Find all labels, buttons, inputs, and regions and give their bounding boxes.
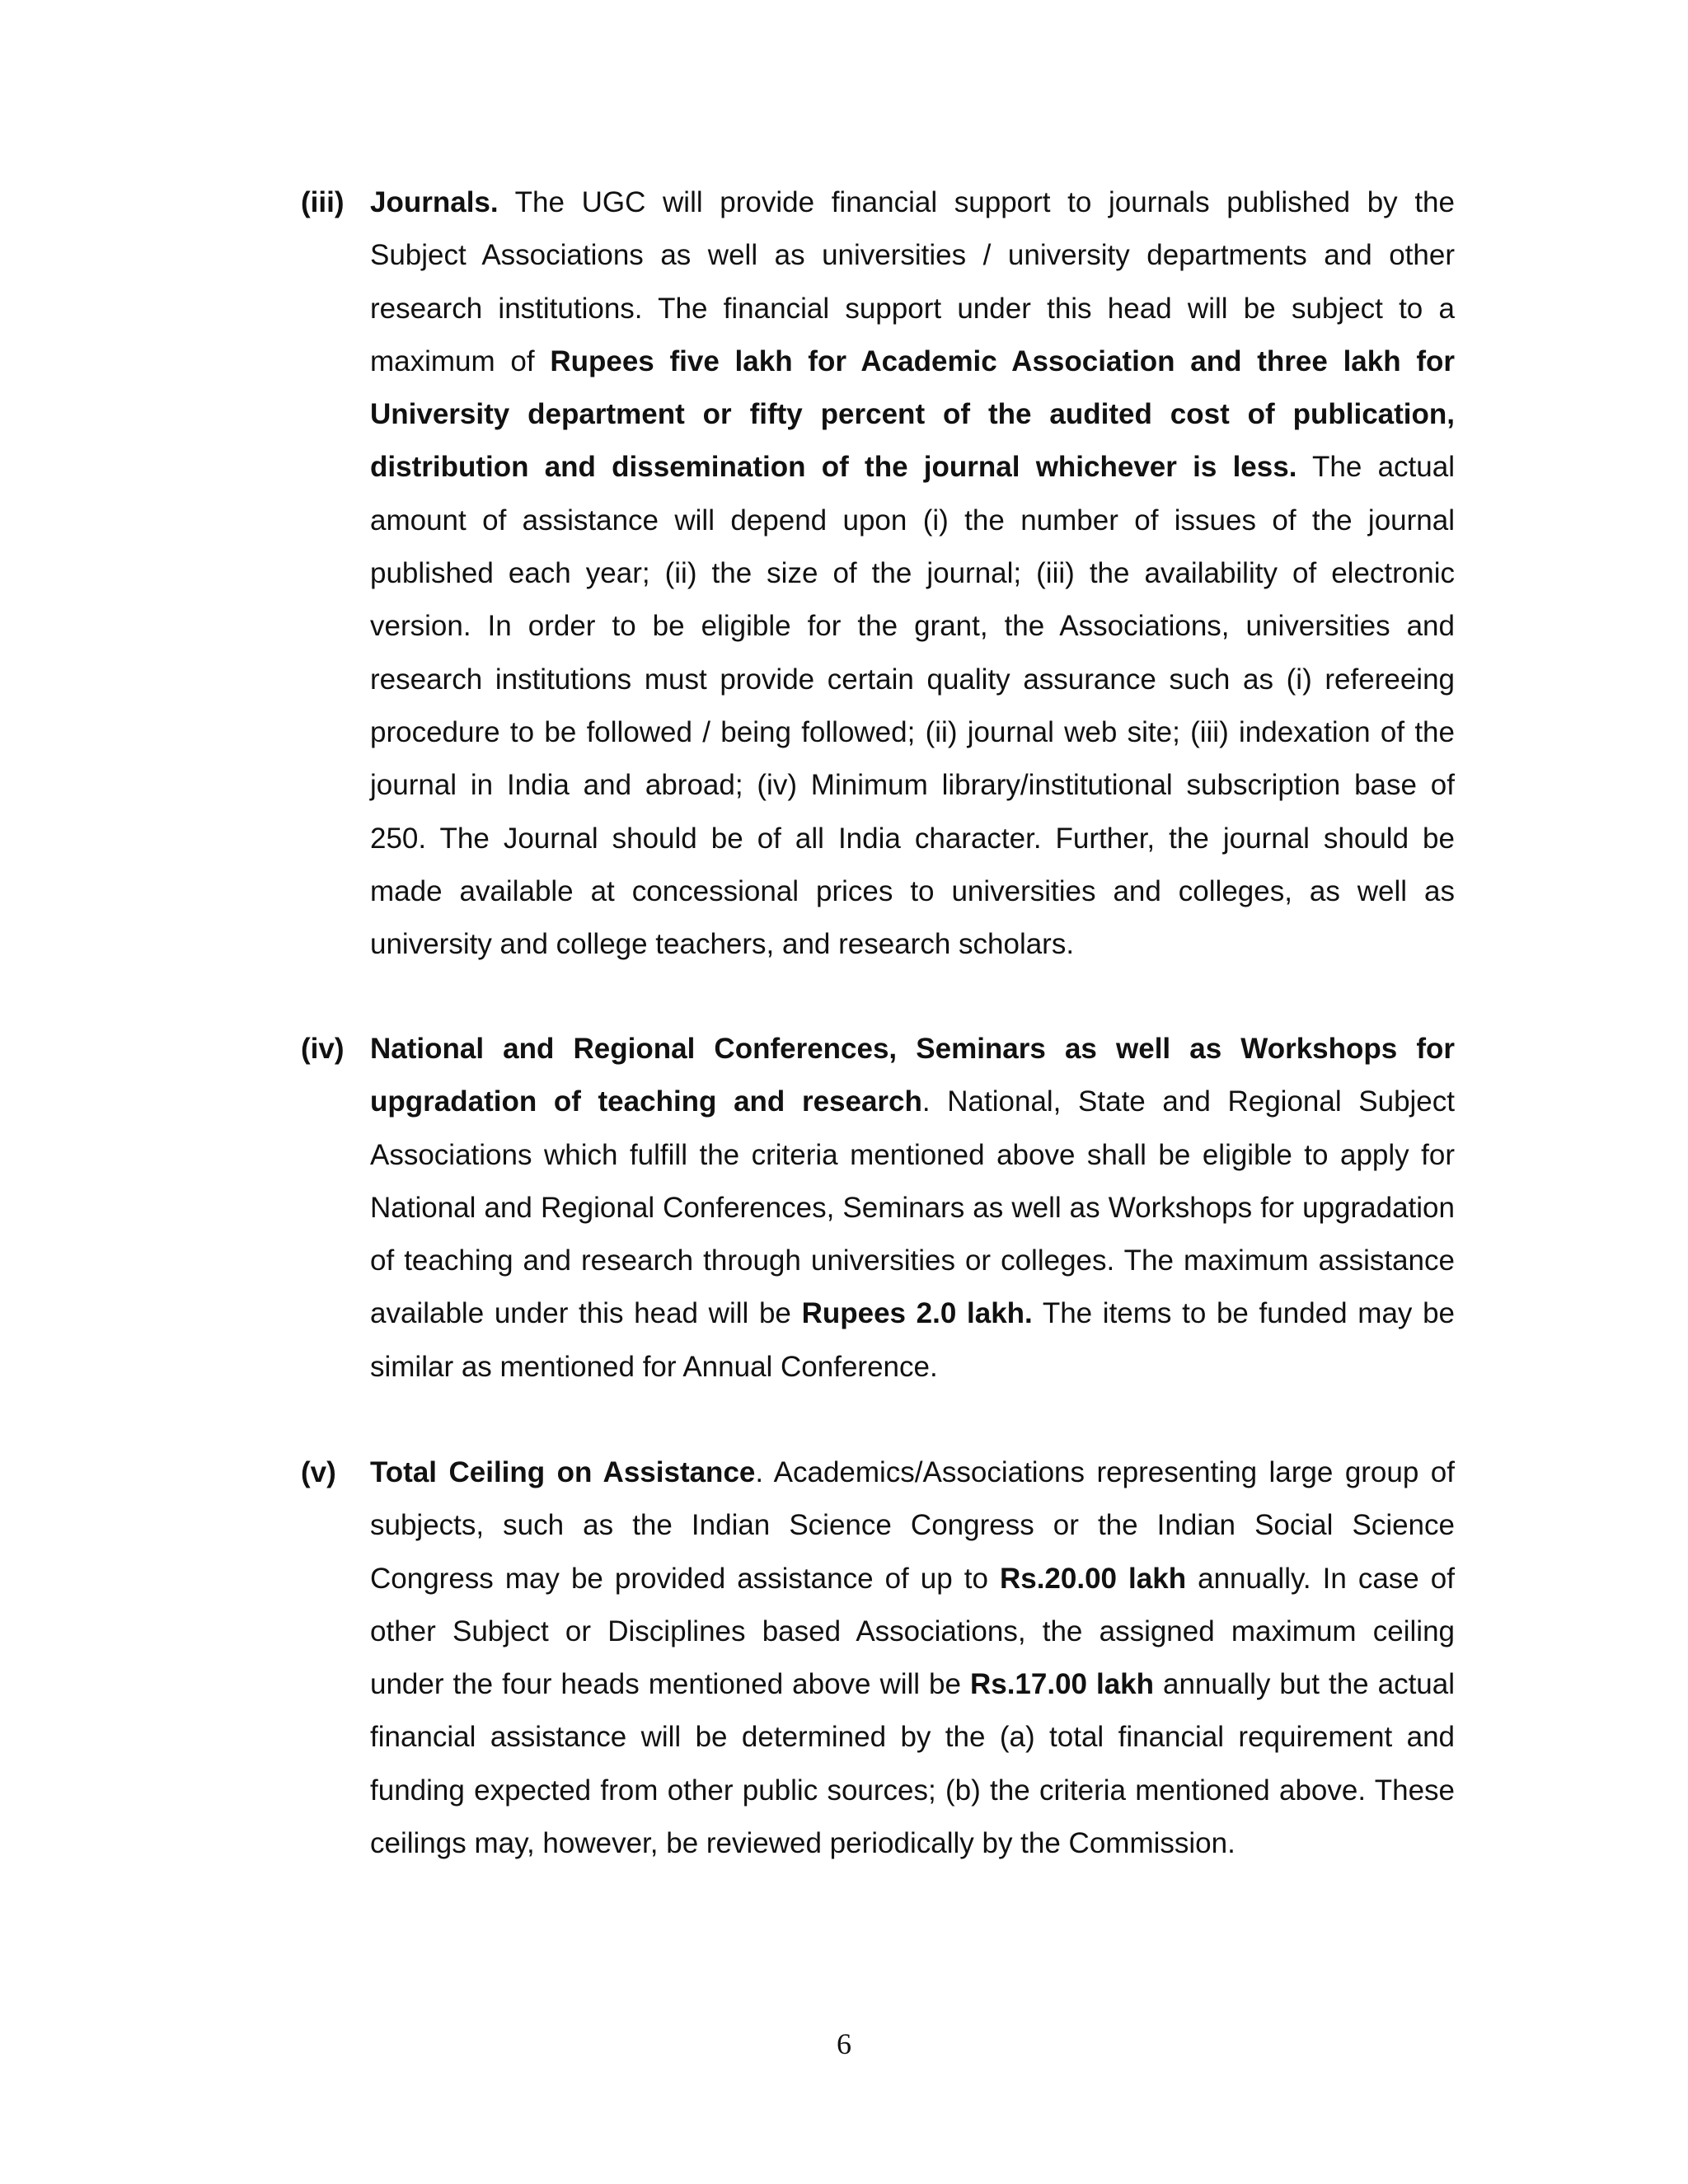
- section-heading: Journals.: [370, 186, 499, 218]
- page-number: 6: [837, 2027, 851, 2060]
- bold-text: Rupees five lakh for Academic Association and three lakh for University department or fifty percent of the audited cost of publication, distribution and dissemination of the journal whichever is less.: [370, 344, 1455, 484]
- paragraph-text: The UGC will provide financial support to journals published by the Subject Associations as well as universities / university departments and other research institutions. The financial support under this head will be subject to a maximum of: [370, 186, 1455, 377]
- paragraph-text: . Academics/Associations representing large group of subjects, such as the Indian Science Congress or the Indian Social Science Congress may be provided assistance of up to: [370, 1456, 1455, 1595]
- bold-text: Rupees 2.0 lakh.: [801, 1297, 1033, 1330]
- section-heading: Total Ceiling on Assistance: [370, 1456, 756, 1488]
- bold-text: Rs.20.00 lakh: [999, 1562, 1187, 1595]
- paragraph-text: annually but the actual financial assistance will be determined by the (a) total financial requirement and funding expected from other public sources; (b) the criteria mentioned above. These ceilings may, however, be reviewed periodically by the Commission.: [370, 1668, 1456, 1860]
- section-paragraph: [370, 176, 1455, 971]
- section-label: (iii): [301, 186, 345, 218]
- paragraph-text: The actual amount of assistance will depend upon (i) the number of issues of the journal published each year; (ii) the size of the journal; (iii) the availability of electronic version. In order to be eligible for the grant, the Associations, universities and research institutions must provide certain quality assurance such as (i) refereeing procedure to be followed / being followed; (ii) journal web site; (iii) indexation of the journal in India and abroad; (iv) Minimum library/institutional subscription base of 250. The Journal should be of all India character. Further, the journal should be made available at concessional prices to universities and colleges, as well as university and college teachers, and research scholars.: [370, 451, 1455, 961]
- paragraph-text: . National, State and Regional Subject Associations which fulfill the criteria mentioned above shall be eligible to apply for National and Regional Conferences, Seminars as well as Workshops for upgradation of teaching and research through universities or colleges. The maximum assistance available under this head will be: [370, 1085, 1455, 1330]
- paragraph-text: annually. In case of other Subject or Disciplines based Associations, the assigned maximum ceiling under the four heads mentioned above will be: [370, 1562, 1455, 1701]
- section-paragraph: [370, 1023, 1455, 1394]
- section-label: (iv): [301, 1033, 345, 1065]
- paragraph-text: The items to be funded may be similar as mentioned for Annual Conference.: [370, 1297, 1456, 1383]
- section-label: (v): [301, 1456, 336, 1488]
- bold-text: Rs.17.00 lakh: [969, 1668, 1155, 1701]
- section-paragraph: [370, 1446, 1455, 1870]
- section-heading: National and Regional Conferences, Seminars as well as Workshops for upgradation of teaching and research: [370, 1033, 1455, 1118]
